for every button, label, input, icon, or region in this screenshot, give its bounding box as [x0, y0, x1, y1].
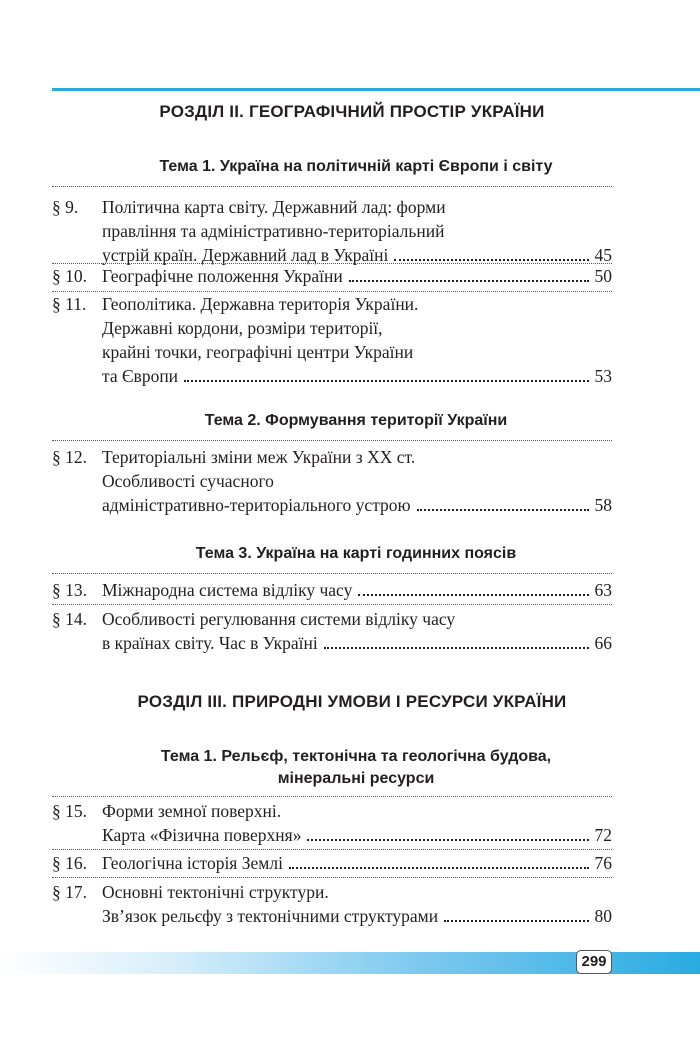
toc-entry[interactable] — [52, 799, 612, 847]
entry-text-line: Міжнародна система відліку часу — [102, 580, 353, 600]
dot-leader — [358, 594, 588, 596]
entry-number: § 14. — [52, 609, 87, 629]
entry-text-line: крайні точки, географічні центри України — [102, 342, 414, 362]
dot-leader — [289, 867, 589, 869]
entry-separator — [52, 849, 612, 850]
toc-entry[interactable] — [52, 292, 612, 388]
toc-entry[interactable] — [52, 264, 612, 288]
entry-text-line: Політична карта світу. Державний лад: форми — [102, 197, 446, 217]
entry-text-line: устрій країн. Державний лад в Україні — [102, 245, 389, 265]
toc-entry[interactable] — [52, 880, 612, 928]
dot-leader — [324, 647, 589, 649]
entry-page-number: 72 — [594, 825, 612, 845]
entry-separator — [52, 186, 612, 187]
toc-entry[interactable] — [52, 607, 612, 655]
dot-leader — [349, 280, 589, 282]
dot-leader — [444, 920, 588, 922]
entry-separator — [52, 877, 612, 878]
entry-separator — [52, 796, 612, 797]
dot-leader — [307, 839, 588, 841]
entry-page-number: 50 — [594, 266, 612, 286]
dot-leader — [417, 509, 589, 511]
entry-text-line: правління та адміністративно-територіальний — [102, 221, 445, 241]
section-heading: РОЗДІЛ ІІІ. ПРИРОДНІ УМОВИ І РЕСУРСИ УКРАЇНИ — [137, 692, 567, 711]
entry-page-number: 58 — [594, 495, 612, 515]
toc-entry[interactable] — [52, 195, 612, 267]
toc-entry[interactable] — [52, 851, 612, 875]
entry-separator — [52, 604, 612, 605]
entry-text-line: Особливості сучасного — [102, 471, 274, 491]
section-heading: РОЗДІЛ ІІ. ГЕОГРАФІЧНИЙ ПРОСТІР УКРАЇНИ — [159, 102, 545, 121]
entry-number: § 9. — [52, 197, 79, 217]
toc-entry[interactable] — [52, 578, 612, 602]
entry-page-number: 76 — [594, 853, 612, 873]
entry-number: § 11. — [52, 294, 87, 314]
entry-text-line: Державні кордони, розміри території, — [102, 318, 383, 338]
toc-entry[interactable] — [52, 445, 612, 517]
dot-leader — [184, 380, 588, 382]
entry-text-line: та Європи — [102, 366, 179, 386]
entry-text-line: в країнах світу. Час в Україні — [102, 633, 318, 653]
entry-page-number: 66 — [594, 633, 612, 653]
entry-text-line: Географічне положення України — [102, 266, 343, 286]
topic-heading: Тема 1. Рельєф, тектонічна та геологічна будова, мінеральні ресурси — [160, 748, 552, 787]
topic-heading: Тема 3. Україна на карті годинних поясів — [195, 545, 517, 562]
entry-number: § 15. — [52, 801, 87, 821]
entry-number: § 10. — [52, 266, 87, 286]
entry-page-number: 53 — [594, 366, 612, 386]
entry-text-line: Особливості регулювання системи відліку часу — [102, 609, 456, 629]
entry-page-number: 80 — [594, 906, 612, 926]
entry-number: § 13. — [52, 580, 87, 600]
entry-text-line: Основні тектонічні структури. — [102, 882, 329, 902]
topic-heading: Тема 1. Україна на політичній карті Європи і світу — [159, 158, 553, 175]
entry-page-number: 45 — [594, 245, 612, 265]
entry-text-line: Карта «Фізична поверхня» — [102, 825, 302, 845]
topic-heading: Тема 2. Формування території України — [204, 412, 508, 429]
entry-number: § 16. — [52, 853, 87, 873]
entry-separator — [52, 440, 612, 441]
entry-number: § 12. — [52, 447, 87, 467]
dot-leader — [394, 259, 588, 261]
page-number-badge: 299 — [576, 950, 612, 974]
entry-separator — [52, 573, 612, 574]
entry-text-line: Форми земної поверхні. — [102, 801, 282, 821]
entry-text-line: Зв’язок рельєфу з тектонічними структурами — [102, 906, 439, 926]
entry-number: § 17. — [52, 882, 87, 902]
entry-text-line: адміністративно-територіального устрою — [102, 495, 411, 515]
entry-text-line: Геополітика. Державна територія України. — [102, 294, 419, 314]
entry-text-line: Геологічна історія Землі — [102, 853, 283, 873]
entry-text-line: Територіальні зміни меж України з XX ст. — [102, 447, 416, 467]
header-rule — [52, 88, 700, 91]
entry-page-number: 63 — [594, 580, 612, 600]
